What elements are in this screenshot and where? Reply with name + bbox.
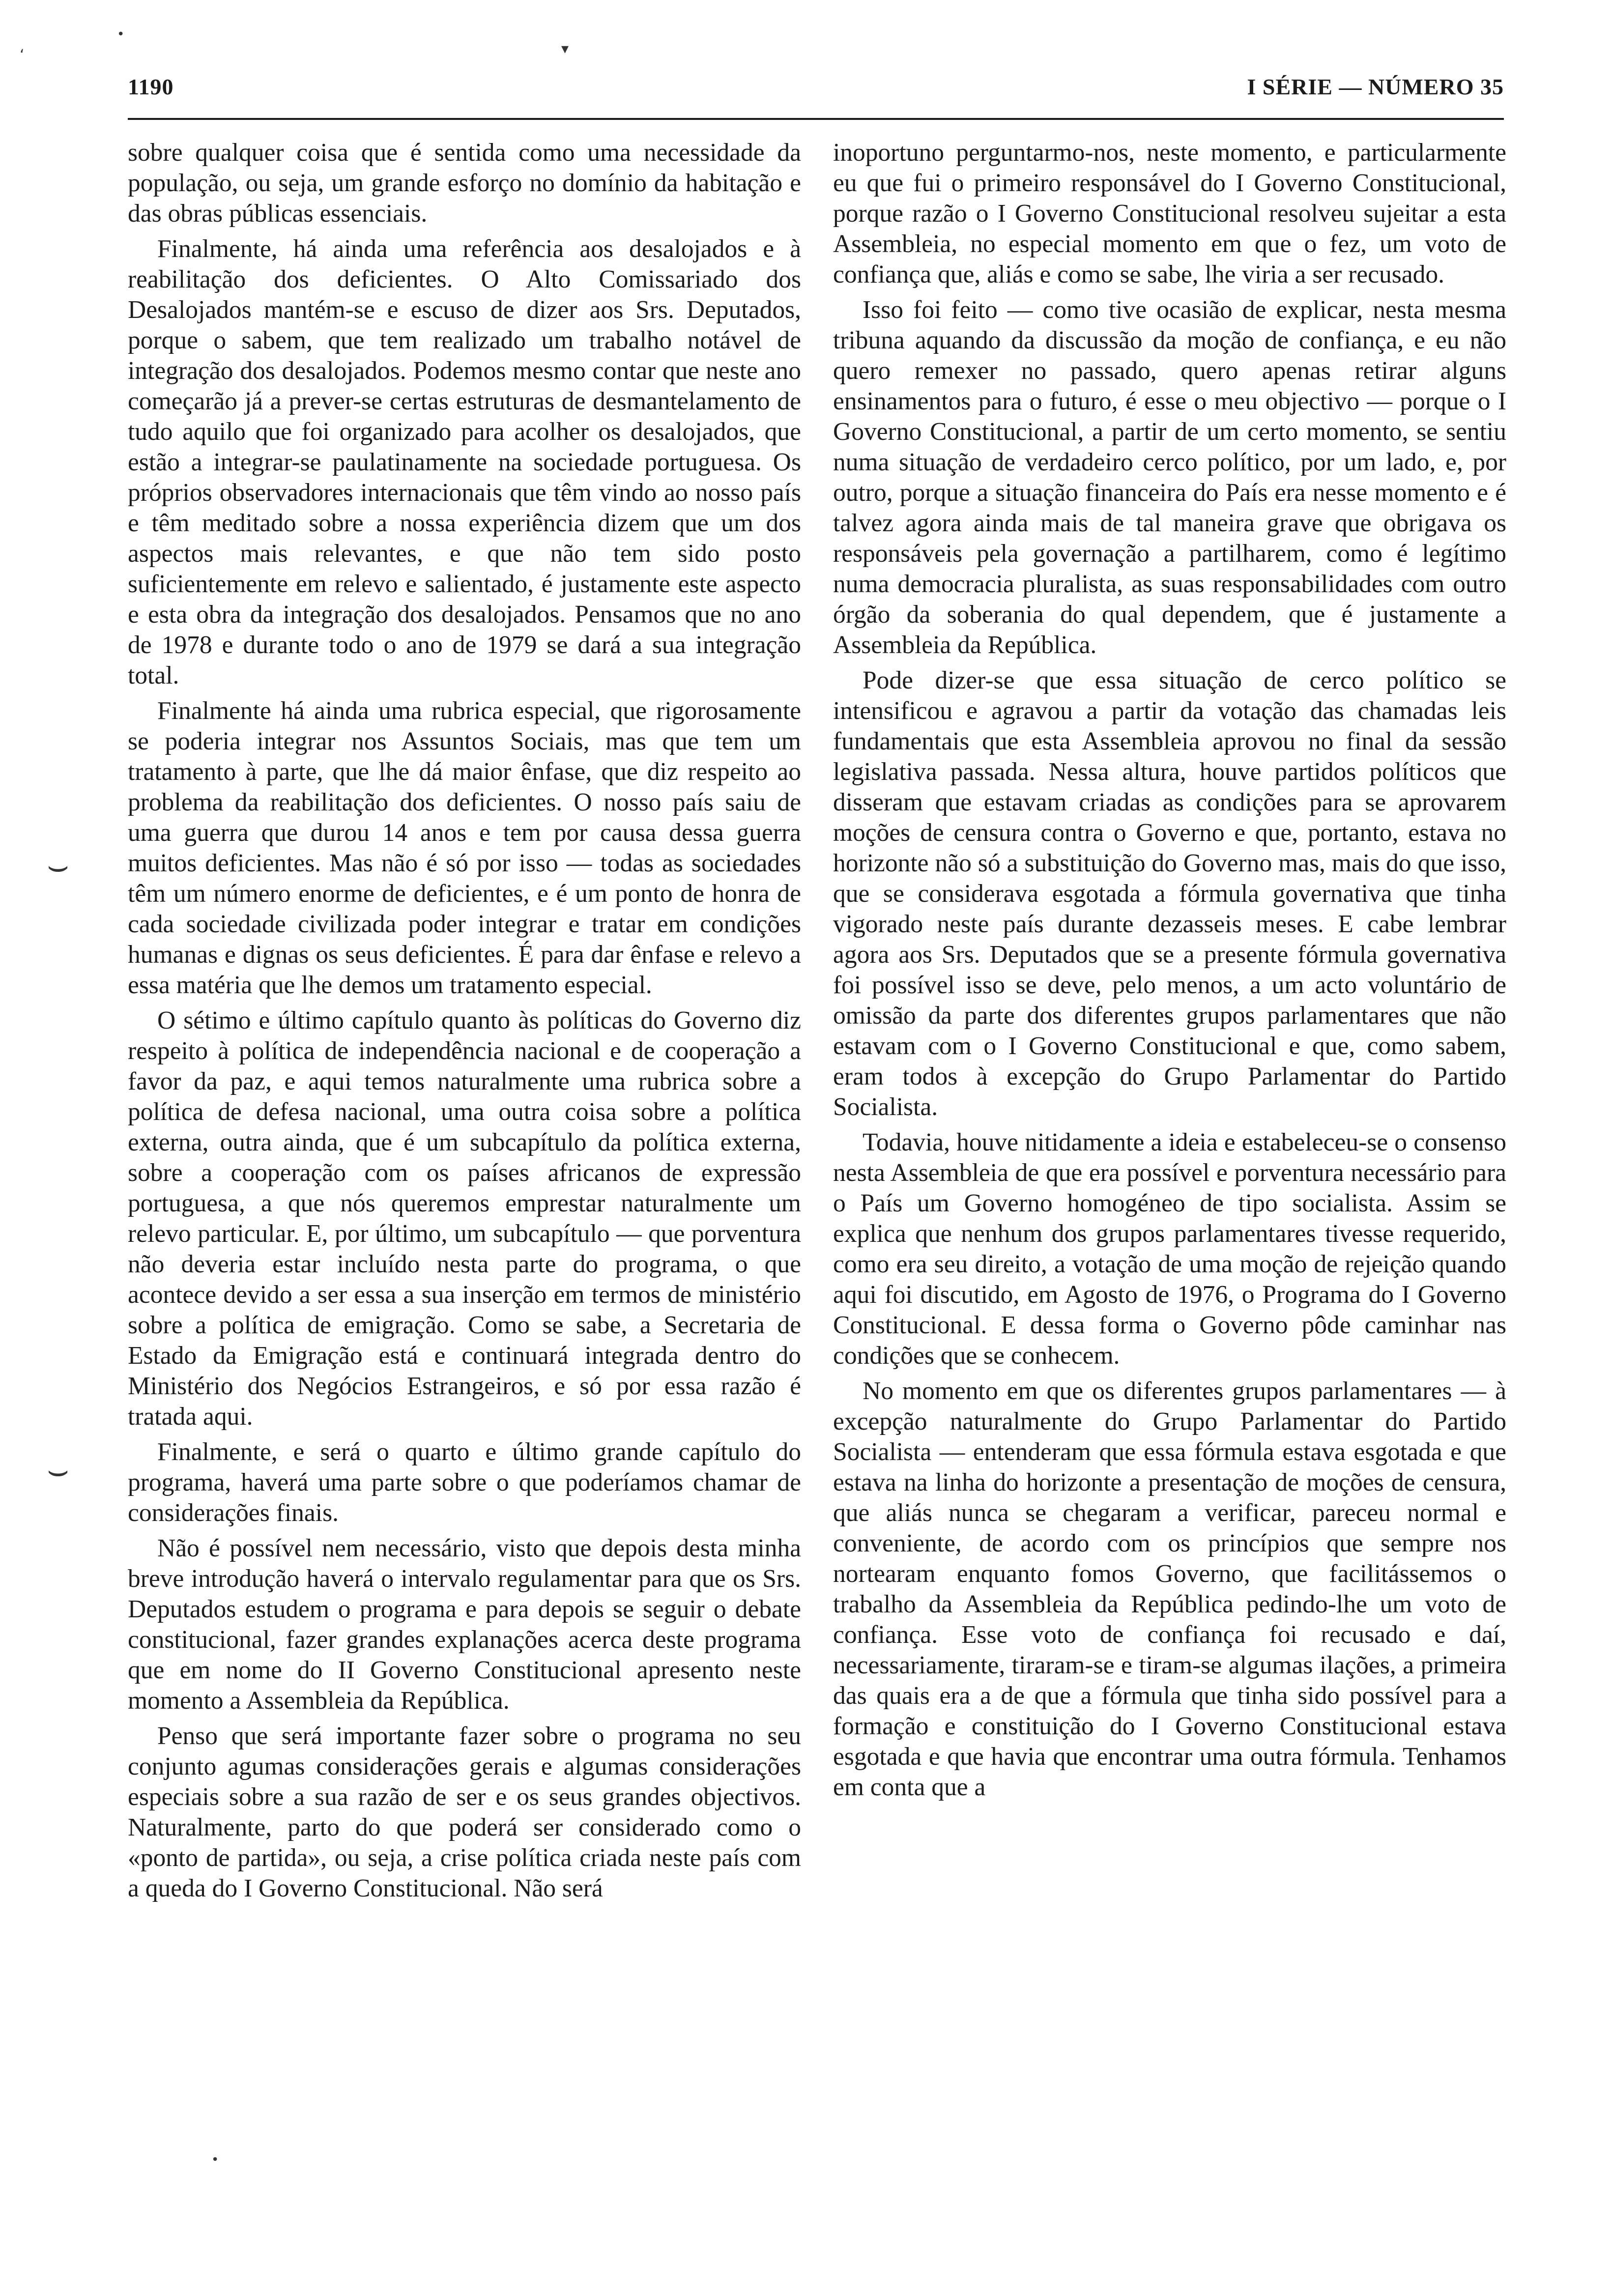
paragraph: No momento em que os diferentes grupos parlamentares — à excepção naturalmente do Grupo Parlamentar do Partido Socialista — entenderam que essa fórmula estava esgotada e que estava na linha do horizonte a presentação de moções de censura, que aliás nunca se chegaram a verificar, pareceu normal e conveniente, de acordo com os princípios que sempre nos nortearam enquanto fomos Governo, que facilitássemos o trabalho da Assembleia da República pedindo-lhe um voto de confiança. Esse voto de confiança foi recusado e daí, necessariamente, tiraram-se e tiram-se algumas ilações, a primeira das quais era a de que a fórmula que tinha sido possível para a formação e constituição do I Governo Constitucional estava esgotada e que havia que encontrar uma outra fórmula. Tenhamos em conta que a [833, 1377, 1506, 1801]
paragraph: Pode dizer-se que essa situação de cerco político se intensificou e agravou a partir da votação das chamadas leis fundamentais que esta Assembleia aprovou no final da sessão legislativa passada. Nessa altura, houve partidos políticos que disseram que estavam criadas as condições para se aprovarem moções de censura contra o Governo e que, portanto, estava no horizonte não só a substituição do Governo mas, mais do que isso, que se considerava esgotada a fórmula governativa que tinha vigorado neste país durante dezasseis meses. E cabe lembrar agora aos Srs. Deputados que se a presente fórmula governativa foi possível isso se deve, pelo menos, a um acto voluntário de omissão da parte dos diferentes grupos parlamentares que não estavam com o I Governo Constitucional e que, como sabem, eram todos à excepção do Grupo Parlamentar do Partido Socialista. [833, 666, 1506, 1121]
paragraph: Penso que será importante fazer sobre o programa no seu conjunto agumas considerações gerais e algumas considerações especiais sobre a sua razão de ser e os seus grandes objectivos. Naturalmente, parto do que poderá ser considerado como o «ponto de partida», ou seja, a crise política criada neste país com a queda do I Governo Constitucional. Não será [128, 1722, 801, 1902]
margin-bracket-mark-lower: ⌣ [47, 1450, 70, 1490]
paragraph: inoportuno perguntarmo-nos, neste momento, e particularmente eu que fui o primeiro responsável do I Governo Constitucional, porque razão o I Governo Constitucional resolveu sujeitar a esta Assembleia, no especial momento em que o fez, um voto de confiança que, aliás e como se sabe, lhe viria a ser recusado. [833, 139, 1506, 288]
paragraph: Não é possível nem necessário, visto que depois desta minha breve introdução haverá o intervalo regulamentar para que os Srs. Deputados estudem o programa e para depois se seguir o debate constitucional, fazer grandes explanações acerca deste programa que em nome do II Governo Constitucional apresento neste momento a Assembleia da República. [128, 1534, 801, 1715]
paragraph: Finalmente, há ainda uma referência aos desalojados e à reabilitação dos deficientes. O Alto Comissariado dos Desalojados mantém-se e escuso de dizer aos Srs. Deputados, porque o sabem, que tem realizado um trabalho notável de integração dos desalojados. Podemos mesmo contar que neste ano começarão já a prever-se certas estruturas de desmantelamento de tudo aquilo que foi organizado para acolher os desalojados, que estão a integrar-se paulatinamente na sociedade portuguesa. Os próprios observadores internacionais que têm vindo ao nosso país e têm meditado sobre a nossa experiência dizem que um dos aspectos mais relevantes, e que não tem sido posto suficientemente em relevo e salientado, é justamente este aspecto e esta obra da integração dos desalojados. Pensamos que no ano de 1978 e durante todo o ano de 1979 se dará a sua integração total. [128, 235, 801, 689]
paragraph: Todavia, houve nitidamente a ideia e estabeleceu-se o consenso nesta Assembleia de que era possível e porventura necessário para o País um Governo homogéneo de tipo socialista. Assim se explica que nenhum dos grupos parlamentares tivesse requerido, como era seu direito, a votação de uma moção de rejeição quando aqui foi discutido, em Agosto de 1976, o Programa do I Governo Constitucional. E dessa forma o Governo pôde caminhar nas condições que se conhecem. [833, 1128, 1506, 1370]
left-column [128, 138, 801, 1909]
paragraph: Finalmente, e será o quarto e último grande capítulo do programa, haverá uma parte sobre o que poderíamos chamar de considerações finais. [128, 1438, 801, 1527]
scan-speck-top-left: ‘ [20, 47, 25, 64]
scan-speck-top-center-left: • [117, 27, 125, 42]
page-header [128, 74, 1504, 120]
paragraph: Finalmente há ainda uma rubrica especial, que rigorosamente se poderia integrar nos Assuntos Sociais, mas que tem um tratamento à parte, que lhe dá maior ênfase, que diz respeito ao problema da reabilitação dos deficientes. O nosso país saiu de uma guerra que durou 14 anos e tem por causa dessa guerra muitos deficientes. Mas não é só por isso — todas as sociedades têm um número enorme de deficientes, e é um ponto de honra de cada sociedade civilizada poder integrar e tratar em condições humanas e dignas os seus deficientes. É para dar ênfase e relevo a essa matéria que lhe demos um tratamento especial. [128, 697, 801, 999]
right-column [833, 138, 1506, 1808]
scan-speck-bottom: • [211, 2152, 219, 2167]
paragraph: Isso foi feito — como tive ocasião de explicar, nesta mesma tribuna aquando da discussão da moção de confiança, e eu não quero remexer no passado, quero apenas retirar alguns ensinamentos para o futuro, é esse o meu objectivo — porque o I Governo Constitucional, a partir de um certo momento, se sentiu numa situação de verdadeiro cerco político, por um lado, e, por outro, porque a situação financeira do País era nesse momento e é talvez agora ainda mais de tal maneira grave que obrigava os responsáveis pela governação a partilharem, como é legítimo numa democracia pluralista, as suas responsabilidades com outro órgão da soberania do qual dependem, que é justamente a Assembleia da República. [833, 296, 1506, 659]
margin-bracket-mark-upper: ⌣ [47, 845, 70, 886]
paragraph: O sétimo e último capítulo quanto às políticas do Governo diz respeito à política de independência nacional e de cooperação a favor da paz, e aqui temos naturalmente uma rubrica sobre a política de defesa nacional, uma outra coisa sobre a política externa, outra ainda, que é um subcapítulo da política externa, sobre a cooperação com os países africanos de expressão portuguesa, a que nós queremos emprestar naturalmente um relevo particular. E, por último, um subcapítulo — que porventura não deveria estar incluído nesta parte do programa, o que acontece devido a ser essa a sua inserção em termos de ministério sobre a política de emigração. Como se sabe, a Secretaria de Estado da Emigração está e continuará integrada dentro do Ministério dos Negócios Estrangeiros, e só por essa razão é tratada aqui. [128, 1006, 801, 1431]
paragraph: sobre qualquer coisa que é sentida como uma necessidade da população, ou seja, um grande esforço no domínio da habitação e das obras públicas essenciais. [128, 139, 801, 228]
scan-speck-top-center: ▾ [561, 40, 569, 57]
series-number: I SÉRIE — NÚMERO 35 [1247, 74, 1504, 99]
page-number: 1190 [128, 74, 174, 99]
